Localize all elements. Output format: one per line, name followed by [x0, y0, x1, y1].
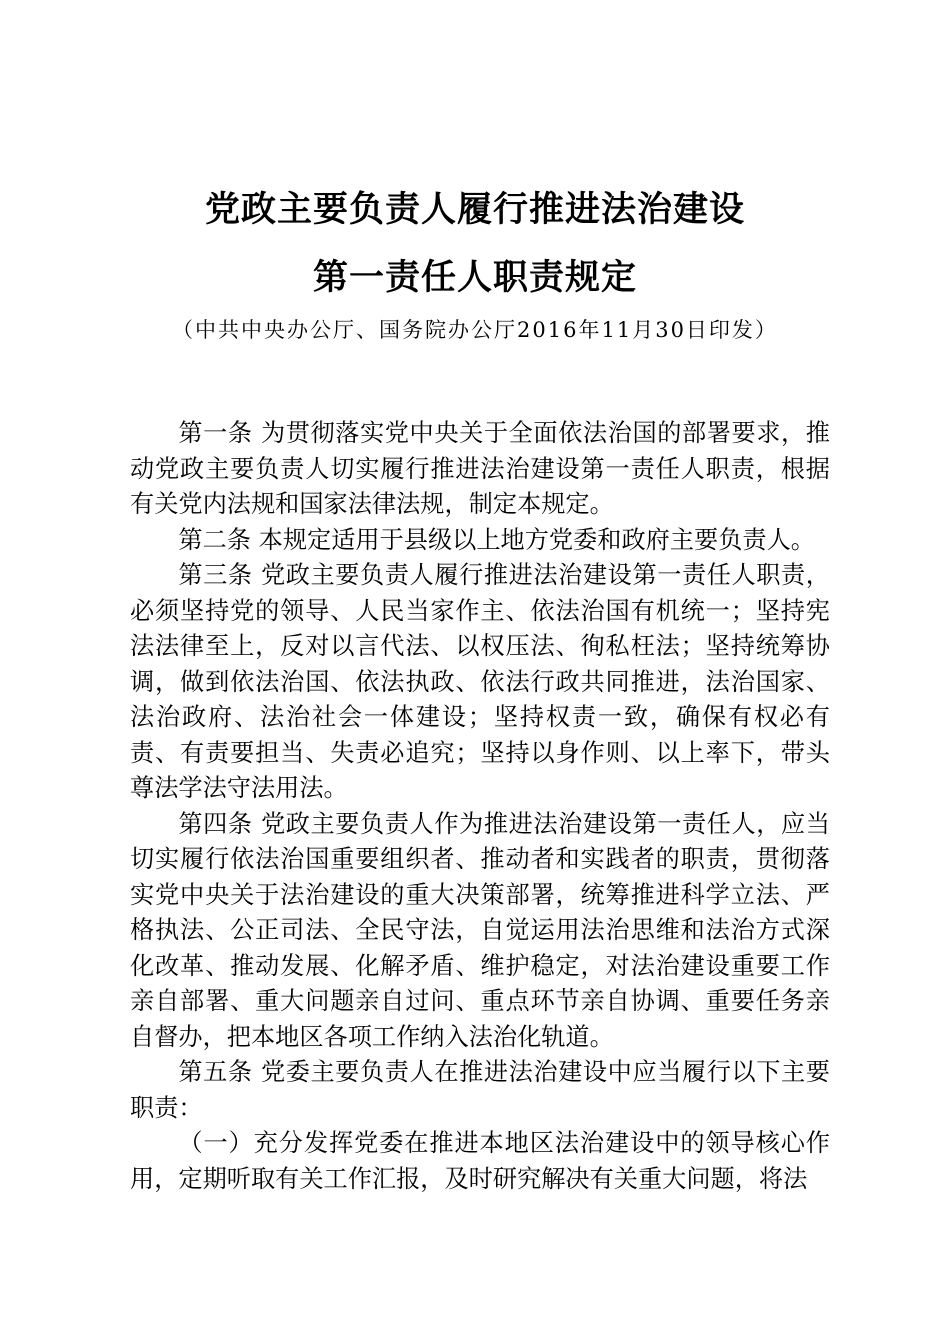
document-title-line-1: 党政主要负责人履行推进法治建设 — [204, 190, 745, 230]
article-5-item-1-paragraph: （一）充分发挥党委在推进本地区法治建设中的领导核心作用，定期听取有关工作汇报，及时研究解决有关重大问题，将法 — [130, 1129, 830, 1193]
article-1-paragraph: 第一条 为贯彻落实党中央关于全面依法治国的部署要求，推动党政主要负责人切实履行推进法治建设第一责任人职责，根据有关党内法规和国家法律法规，制定本规定。 — [130, 419, 830, 518]
document-title-line-2: 第一责任人职责规定 — [312, 258, 637, 298]
article-3-paragraph: 第三条 党政主要负责人履行推进法治建设第一责任人职责，必须坚持党的领导、人民当家作主、依法治国有机统一；坚持宪法法律至上，反对以言代法、以权压法、徇私枉法；坚持统筹协调，做到依法治国、依法执政、依法行政共同推进，法治国家、法治政府、法治社会一体建设；坚持权责一致，确保有权必有责、有责要担当、失责必追究；坚持以身作则、以上率下，带头尊法学法守法用法。 — [130, 561, 830, 802]
article-5-paragraph: 第五条 党委主要负责人在推进法治建设中应当履行以下主要职责： — [130, 1058, 830, 1122]
document-subtitle: （中共中央办公厅、国务院办公厅2016年11月30日印发） — [172, 318, 778, 342]
document-body — [130, 416, 830, 1197]
article-4-paragraph: 第四条 党政主要负责人作为推进法治建设第一责任人，应当切实履行依法治国重要组织者、推动者和实践者的职责，贯彻落实党中央关于法治建设的重大决策部署，统筹推进科学立法、严格执法、公正司法、全民守法，自觉运用法治思维和法治方式深化改革、推动发展、化解矛盾、维护稳定，对法治建设重要工作亲自部署、重大问题亲自过问、重点环节亲自协调、重要任务亲自督办，把本地区各项工作纳入法治化轨道。 — [130, 809, 830, 1051]
article-2-paragraph: 第二条 本规定适用于县级以上地方党委和政府主要负责人。 — [178, 525, 815, 554]
